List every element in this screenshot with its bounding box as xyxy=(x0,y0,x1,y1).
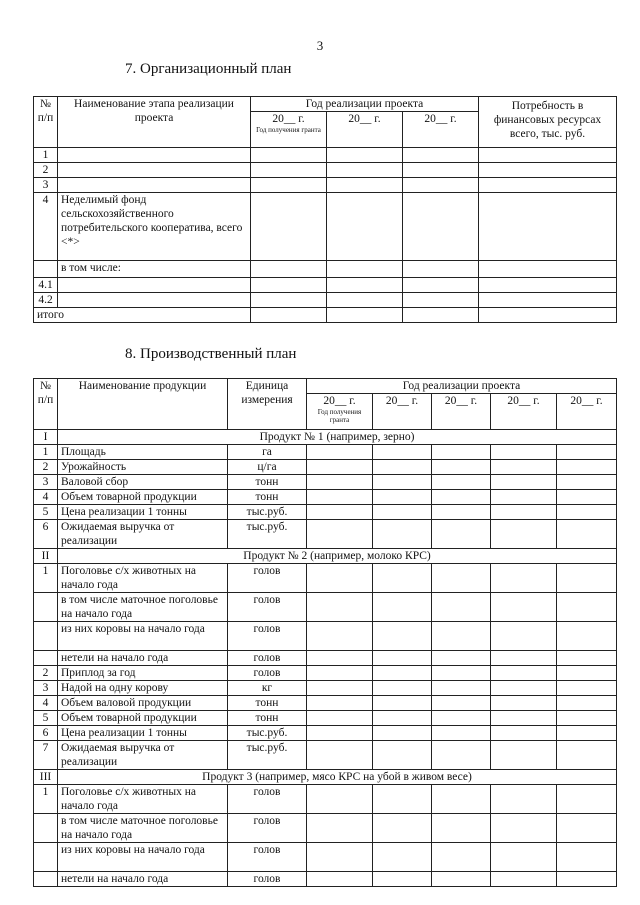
value-cell xyxy=(432,696,491,711)
value-cell xyxy=(491,711,557,726)
value-cell xyxy=(307,460,373,475)
row-num: 1 xyxy=(34,445,58,460)
value-cell xyxy=(307,520,373,549)
org-year-col xyxy=(403,112,479,148)
product-row xyxy=(34,814,617,843)
value-cell xyxy=(479,178,617,193)
value-cell xyxy=(403,278,479,293)
value-cell xyxy=(307,445,373,460)
unit: ц/га xyxy=(228,460,307,475)
value-cell xyxy=(557,666,617,681)
org-header-need: Потребность в финансовых ресурсах всего, тыс. руб. xyxy=(479,97,617,148)
product-row xyxy=(34,460,617,475)
value-cell xyxy=(491,696,557,711)
value-cell xyxy=(491,564,557,593)
value-cell xyxy=(432,741,491,770)
org-header-num: № п/п xyxy=(34,97,58,148)
org-plan-total-row xyxy=(34,308,617,323)
value-cell xyxy=(373,785,432,814)
value-cell xyxy=(557,711,617,726)
prod-year-col xyxy=(307,394,373,430)
value-cell xyxy=(373,460,432,475)
unit: тонн xyxy=(228,711,307,726)
stage-name: в том числе: xyxy=(58,261,251,278)
value-cell xyxy=(491,622,557,651)
prod-year-col xyxy=(373,394,432,430)
prod-header-unit: Единица измерения xyxy=(228,379,307,430)
value-cell xyxy=(307,814,373,843)
org-plan-row xyxy=(34,163,617,178)
row-num: 3 xyxy=(34,681,58,696)
value-cell xyxy=(307,622,373,651)
total-label: итого xyxy=(34,308,251,323)
unit: тыс.руб. xyxy=(228,726,307,741)
product-name: Приплод за год xyxy=(58,666,228,681)
product-row xyxy=(34,785,617,814)
value-cell xyxy=(557,726,617,741)
product-row xyxy=(34,564,617,593)
value-cell xyxy=(479,148,617,163)
value-cell xyxy=(251,178,327,193)
org-plan-title: 7. Организационный план xyxy=(125,61,292,77)
row-num: 2 xyxy=(34,460,58,475)
prod-header-product: Наименование продукции xyxy=(58,379,228,430)
org-header-year-group: Год реализации проекта xyxy=(251,97,479,112)
product-row xyxy=(34,843,617,872)
value-cell xyxy=(307,872,373,887)
org-plan-row xyxy=(34,293,617,308)
product-section-row xyxy=(34,770,617,785)
prod-header-num: № п/п xyxy=(34,379,58,430)
product-name: Ожидаемая выручка от реализации xyxy=(58,741,228,770)
org-year-label: 20__ г. xyxy=(272,113,305,125)
value-cell xyxy=(491,445,557,460)
product-name: в том числе маточное поголовье на начало года xyxy=(58,814,228,843)
product-row xyxy=(34,622,617,651)
value-cell xyxy=(479,193,617,261)
unit: кг xyxy=(228,681,307,696)
product-name: нетели на начало года xyxy=(58,651,228,666)
value-cell xyxy=(432,726,491,741)
value-cell xyxy=(373,593,432,622)
product-row xyxy=(34,726,617,741)
section-title: Продукт № 2 (например, молоко КРС) xyxy=(58,549,617,564)
value-cell xyxy=(373,520,432,549)
row-num: 4.2 xyxy=(34,293,58,308)
value-cell xyxy=(557,814,617,843)
value-cell xyxy=(251,193,327,261)
value-cell xyxy=(479,163,617,178)
value-cell xyxy=(327,178,403,193)
row-num: 3 xyxy=(34,178,58,193)
value-cell xyxy=(432,681,491,696)
value-cell xyxy=(307,785,373,814)
product-name: Объем товарной продукции xyxy=(58,711,228,726)
value-cell xyxy=(432,460,491,475)
value-cell xyxy=(373,843,432,872)
unit: голов xyxy=(228,593,307,622)
product-row xyxy=(34,711,617,726)
value-cell xyxy=(491,681,557,696)
value-cell xyxy=(557,593,617,622)
stage-name: Неделимый фонд сельскохозяйственного потребительского кооператива, всего <*> xyxy=(58,193,251,261)
row-num: 1 xyxy=(34,785,58,814)
row-num xyxy=(34,261,58,278)
value-cell xyxy=(307,651,373,666)
value-cell xyxy=(557,490,617,505)
value-cell xyxy=(432,622,491,651)
product-name: Урожайность xyxy=(58,460,228,475)
stage-name xyxy=(58,163,251,178)
org-plan-row xyxy=(34,178,617,193)
prod-year-note: Год получения гранта xyxy=(317,408,362,424)
value-cell xyxy=(491,490,557,505)
prod-year-label: 20__ г. xyxy=(507,395,540,407)
value-cell xyxy=(327,261,403,278)
product-row xyxy=(34,445,617,460)
value-cell xyxy=(307,726,373,741)
org-year-label: 20__ г. xyxy=(348,113,381,125)
stage-name xyxy=(58,293,251,308)
prod-plan-title: 8. Производственный план xyxy=(125,346,297,362)
value-cell xyxy=(491,741,557,770)
row-num: 4 xyxy=(34,696,58,711)
prod-year-label: 20__ г. xyxy=(323,395,356,407)
value-cell xyxy=(327,278,403,293)
value-cell xyxy=(373,622,432,651)
row-num: 4 xyxy=(34,193,58,261)
value-cell xyxy=(432,666,491,681)
value-cell xyxy=(432,564,491,593)
product-name: из них коровы на начало года xyxy=(58,622,228,651)
value-cell xyxy=(432,843,491,872)
unit: тыс.руб. xyxy=(228,741,307,770)
row-num xyxy=(34,872,58,887)
value-cell xyxy=(373,726,432,741)
value-cell xyxy=(432,475,491,490)
value-cell xyxy=(307,593,373,622)
org-plan-row xyxy=(34,261,617,278)
org-year-col xyxy=(327,112,403,148)
value-cell xyxy=(307,843,373,872)
value-cell xyxy=(557,651,617,666)
unit: тонн xyxy=(228,696,307,711)
value-cell xyxy=(491,520,557,549)
value-cell xyxy=(557,785,617,814)
unit: голов xyxy=(228,843,307,872)
org-year-label: 20__ г. xyxy=(424,113,457,125)
stage-name xyxy=(58,278,251,293)
product-section-row xyxy=(34,549,617,564)
value-cell xyxy=(432,872,491,887)
product-name: Цена реализации 1 тонны xyxy=(58,505,228,520)
value-cell xyxy=(403,261,479,278)
unit: тонн xyxy=(228,490,307,505)
value-cell xyxy=(479,278,617,293)
unit: тонн xyxy=(228,475,307,490)
unit: голов xyxy=(228,622,307,651)
row-num xyxy=(34,651,58,666)
prod-year-label: 20__ г. xyxy=(444,395,478,407)
value-cell xyxy=(432,490,491,505)
value-cell xyxy=(307,475,373,490)
row-num: 4.1 xyxy=(34,278,58,293)
value-cell xyxy=(403,178,479,193)
value-cell xyxy=(557,475,617,490)
value-cell xyxy=(373,681,432,696)
row-num: 3 xyxy=(34,475,58,490)
value-cell xyxy=(307,490,373,505)
value-cell xyxy=(557,872,617,887)
value-cell xyxy=(432,814,491,843)
value-cell xyxy=(432,785,491,814)
row-num: 4 xyxy=(34,490,58,505)
org-plan-row xyxy=(34,148,617,163)
value-cell xyxy=(373,711,432,726)
value-cell xyxy=(432,711,491,726)
value-cell xyxy=(373,475,432,490)
stage-name xyxy=(58,178,251,193)
value-cell xyxy=(373,814,432,843)
prod-year-col xyxy=(432,394,491,430)
product-name: из них коровы на начало года xyxy=(58,843,228,872)
value-cell xyxy=(251,163,327,178)
prod-header-year-group: Год реализации проекта xyxy=(307,379,617,394)
value-cell xyxy=(432,651,491,666)
section-title: Продукт 3 (например, мясо КРС на убой в живом весе) xyxy=(58,770,617,785)
row-num: 6 xyxy=(34,520,58,549)
value-cell xyxy=(557,460,617,475)
value-cell xyxy=(403,163,479,178)
product-name: нетели на начало года xyxy=(58,872,228,887)
value-cell xyxy=(307,666,373,681)
row-num xyxy=(34,593,58,622)
value-cell xyxy=(373,490,432,505)
value-cell xyxy=(373,872,432,887)
product-name: Ожидаемая выручка от реализации xyxy=(58,520,228,549)
prod-year-label: 20__ г. xyxy=(570,395,603,407)
value-cell xyxy=(491,460,557,475)
product-name: Объем товарной продукции xyxy=(58,490,228,505)
value-cell xyxy=(251,148,327,163)
product-row xyxy=(34,490,617,505)
product-name: Надой на одну корову xyxy=(58,681,228,696)
value-cell xyxy=(557,622,617,651)
value-cell xyxy=(307,564,373,593)
value-cell xyxy=(491,843,557,872)
value-cell xyxy=(307,741,373,770)
stage-name xyxy=(58,148,251,163)
value-cell xyxy=(373,505,432,520)
value-cell xyxy=(251,261,327,278)
value-cell xyxy=(403,308,479,323)
product-name: Поголовье с/х животных на начало года xyxy=(58,785,228,814)
row-num xyxy=(34,622,58,651)
org-plan-row xyxy=(34,278,617,293)
value-cell xyxy=(557,564,617,593)
prod-year-col xyxy=(491,394,557,430)
page-number: 3 xyxy=(316,38,324,53)
value-cell xyxy=(403,148,479,163)
org-plan-row xyxy=(34,193,617,261)
value-cell xyxy=(491,651,557,666)
row-num: 5 xyxy=(34,505,58,520)
value-cell xyxy=(432,520,491,549)
section-title: Продукт № 1 (например, зерно) xyxy=(58,430,617,445)
value-cell xyxy=(373,445,432,460)
value-cell xyxy=(479,308,617,323)
unit: голов xyxy=(228,814,307,843)
row-num: 6 xyxy=(34,726,58,741)
product-name: Площадь xyxy=(58,445,228,460)
prod-plan-table xyxy=(33,378,617,887)
org-year-note: Год получения гранта xyxy=(256,126,321,134)
value-cell xyxy=(307,696,373,711)
unit: голов xyxy=(228,785,307,814)
value-cell xyxy=(491,726,557,741)
unit: тыс.руб. xyxy=(228,520,307,549)
row-num: 7 xyxy=(34,741,58,770)
product-row xyxy=(34,520,617,549)
value-cell xyxy=(557,505,617,520)
value-cell xyxy=(479,293,617,308)
unit: голов xyxy=(228,872,307,887)
value-cell xyxy=(327,308,403,323)
value-cell xyxy=(327,148,403,163)
value-cell xyxy=(557,843,617,872)
row-num: 1 xyxy=(34,148,58,163)
product-row xyxy=(34,666,617,681)
value-cell xyxy=(557,741,617,770)
product-row xyxy=(34,681,617,696)
org-plan-table xyxy=(33,96,617,323)
product-row xyxy=(34,505,617,520)
value-cell xyxy=(557,681,617,696)
value-cell xyxy=(327,293,403,308)
unit: голов xyxy=(228,564,307,593)
value-cell xyxy=(251,308,327,323)
value-cell xyxy=(491,505,557,520)
product-row xyxy=(34,872,617,887)
value-cell xyxy=(307,711,373,726)
product-name: в том числе маточное поголовье на начало года xyxy=(58,593,228,622)
product-name: Цена реализации 1 тонны xyxy=(58,726,228,741)
value-cell xyxy=(432,593,491,622)
value-cell xyxy=(307,681,373,696)
value-cell xyxy=(432,445,491,460)
product-name: Объем валовой продукции xyxy=(58,696,228,711)
row-num: 2 xyxy=(34,666,58,681)
value-cell xyxy=(251,293,327,308)
value-cell xyxy=(403,293,479,308)
value-cell xyxy=(557,696,617,711)
section-num: II xyxy=(34,549,58,564)
product-name: Поголовье с/х животных на начало года xyxy=(58,564,228,593)
product-name: Валовой сбор xyxy=(58,475,228,490)
row-num: 5 xyxy=(34,711,58,726)
value-cell xyxy=(491,593,557,622)
value-cell xyxy=(307,505,373,520)
product-row xyxy=(34,651,617,666)
value-cell xyxy=(373,564,432,593)
prod-year-col xyxy=(557,394,617,430)
value-cell xyxy=(491,814,557,843)
prod-year-label: 20__ г. xyxy=(385,395,419,407)
product-row xyxy=(34,741,617,770)
value-cell xyxy=(373,651,432,666)
product-row xyxy=(34,696,617,711)
value-cell xyxy=(557,445,617,460)
value-cell xyxy=(557,520,617,549)
value-cell xyxy=(479,261,617,278)
unit: тыс.руб. xyxy=(228,505,307,520)
org-header-stage: Наименование этапа реализации проекта xyxy=(58,97,251,148)
value-cell xyxy=(373,666,432,681)
section-num: I xyxy=(34,430,58,445)
unit: голов xyxy=(228,651,307,666)
unit: голов xyxy=(228,666,307,681)
value-cell xyxy=(491,666,557,681)
product-row xyxy=(34,593,617,622)
value-cell xyxy=(491,785,557,814)
value-cell xyxy=(327,193,403,261)
value-cell xyxy=(373,696,432,711)
row-num: 1 xyxy=(34,564,58,593)
section-num: III xyxy=(34,770,58,785)
unit: га xyxy=(228,445,307,460)
org-year-col xyxy=(251,112,327,148)
value-cell xyxy=(491,872,557,887)
value-cell xyxy=(491,475,557,490)
value-cell xyxy=(432,505,491,520)
value-cell xyxy=(403,193,479,261)
value-cell xyxy=(373,741,432,770)
product-row xyxy=(34,475,617,490)
row-num xyxy=(34,814,58,843)
row-num xyxy=(34,843,58,872)
product-section-row xyxy=(34,430,617,445)
value-cell xyxy=(327,163,403,178)
value-cell xyxy=(251,278,327,293)
row-num: 2 xyxy=(34,163,58,178)
